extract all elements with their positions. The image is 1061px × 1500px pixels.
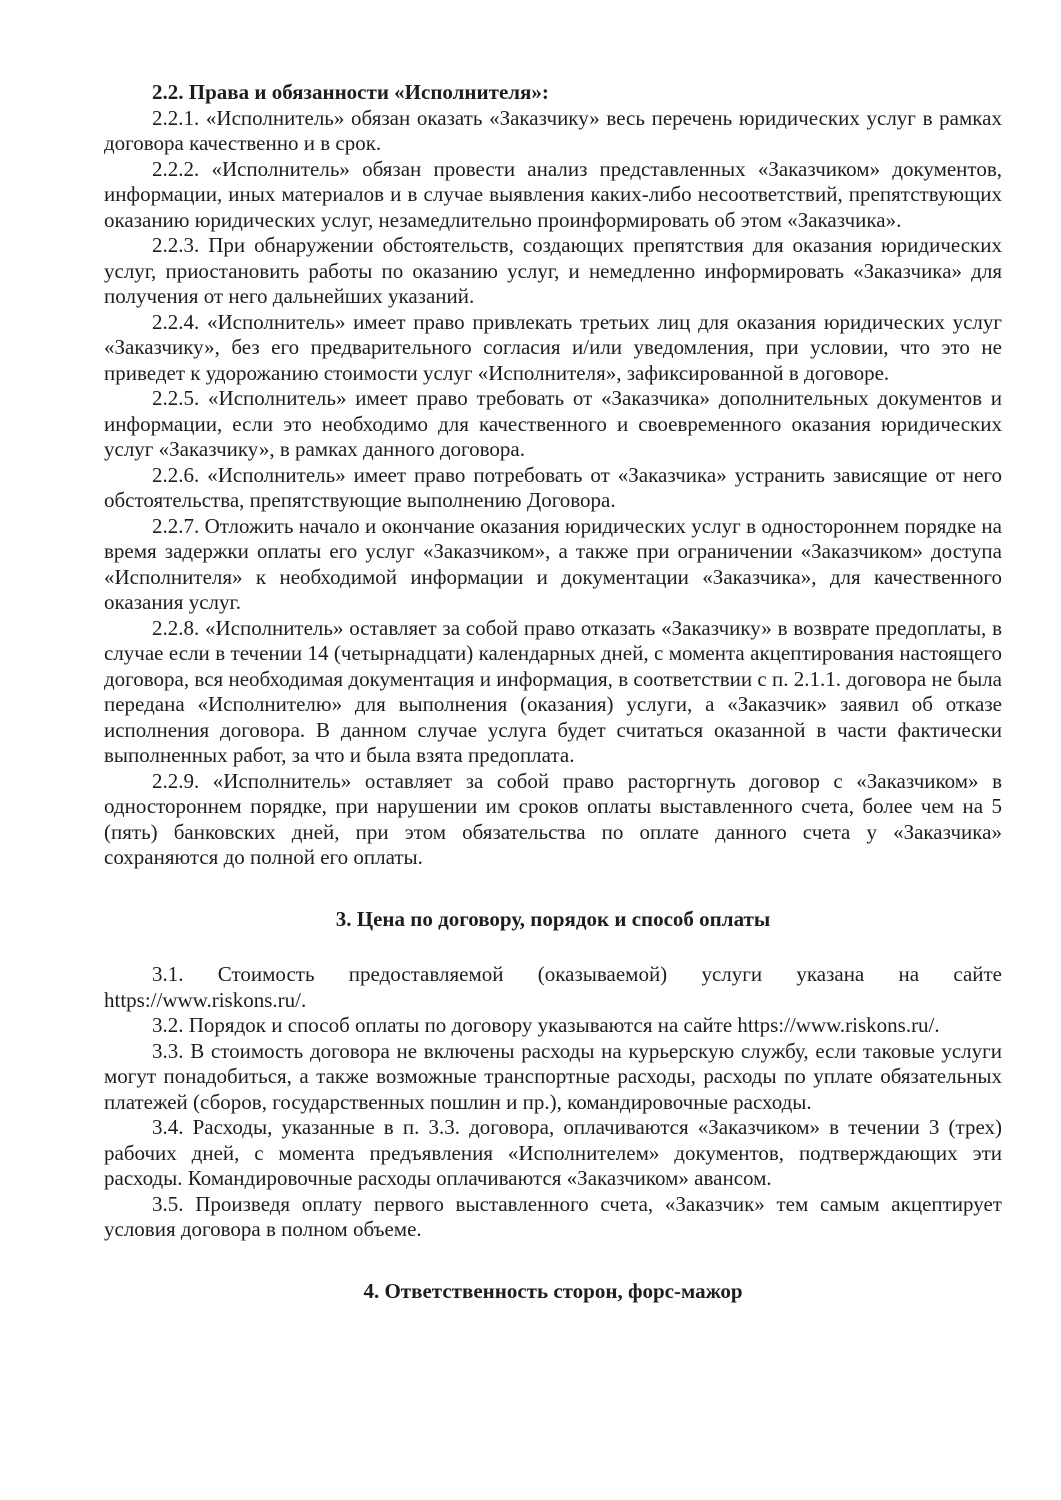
clause-2-2-5: 2.2.5. «Исполнитель» имеет право требовать от «Заказчика» дополнительных документов и информации, если это необходимо для качественного и своевременного оказания юридических услуг «Заказчику», в рамках данного договора.: [104, 386, 1002, 461]
clause-2-2-4: 2.2.4. «Исполнитель» имеет право привлекать третьих лиц для оказания юридических услуг «Заказчику», без его предварительного согласия и/или уведомления, при условии, что это не приведет к удорожанию стоимости услуг «Исполнителя», зафиксированной в договоре.: [104, 309, 1002, 385]
clause-2-2-6: 2.2.6. «Исполнитель» имеет право потребовать от «Заказчика» устранить зависящие от него обстоятельства, препятствующие выполнению Договора.: [104, 462, 1002, 512]
clause-3-5: 3.5. Произведя оплату первого выставленного счета, «Заказчик» тем самым акцептирует условия договора в полном объеме.: [104, 1191, 1002, 1241]
section-heading-4: 4. Ответственность сторон, форс-мажор: [363, 1278, 743, 1303]
section-heading-2-2: 2.2. Права и обязанности «Исполнителя»:: [152, 80, 549, 104]
clause-2-2-7: 2.2.7. Отложить начало и окончание оказания юридических услуг в одностороннем порядке на время задержки оплаты его услуг «Заказчиком», а также при ограничении «Заказчиком» доступа «Исполнителя» к необходимой информации и документации «Заказчика», для качественного оказания услуг.: [104, 513, 1002, 614]
clause-2-2-1: 2.2.1. «Исполнитель» обязан оказать «Заказчику» весь перечень юридических услуг в рамках договора качественно и в срок.: [104, 105, 1002, 155]
clause-3-4: 3.4. Расходы, указанные в п. 3.3. договора, оплачиваются «Заказчиком» в течении 3 (трех) рабочих дней, с момента предъявления «Исполнителем» документов, подтверждающих эти расходы. Командировочные расходы оплачиваются «Заказчиком» авансом.: [104, 1115, 1002, 1190]
clause-2-2-3: 2.2.3. При обнаружении обстоятельств, создающих препятствия для оказания юридических услуг, приостановить работы по оказанию услуг, и немедленно информировать «Заказчика» для получения от него дальнейших указаний.: [104, 233, 1002, 308]
clause-2-2-9: 2.2.9. «Исполнитель» оставляет за собой право расторгнуть договор с «Заказчиком» в одностороннем порядке, при нарушении им сроков оплаты выставленного счета, более чем на 5 (пять) банковских дней, при этом обязательства по оплате данного счета у «Заказчика» сохраняются до полной его оплаты.: [104, 768, 1002, 869]
clause-3-3: 3.3. В стоимость договора не включены расходы на курьерскую службу, если таковые услуги могут понадобиться, а также возможные транспортные расходы, расходы по уплате обязательных платежей (сборов, государственных пошлин и пр.), командировочные расходы.: [104, 1038, 1002, 1114]
section-heading-3: 3. Цена по договору, порядок и способ оплаты: [335, 906, 771, 931]
clause-2-2-2: 2.2.2. «Исполнитель» обязан провести анализ представленных «Заказчиком» документов, информации, иных материалов и в случае выявления каких-либо несоответствий, препятствующих оказанию юридических услуг, незамедлительно проинформировать об этом «Заказчика».: [104, 156, 1002, 232]
clause-3-1: 3.1. Стоимость предоставляемой (оказываемой) услуги указана на сайте https://www.riskons.ru/.: [104, 962, 1002, 1012]
clause-2-2-8: 2.2.8. «Исполнитель» оставляет за собой право отказать «Заказчику» в возврате предоплаты, в случае если в течении 14 (четырнадцати) календарных дней, с момента акцептирования настоящего договора, вся необходимая документация и информация, в соответствии с п. 2.1.1. договора не была передана «Исполнителю» для выполнения (оказания) услуги, а «Заказчик» заявил об отказе исполнения договора. В данном случае услуга будет считаться оказанной в части фактически выполненных работ, за что и была взята предоплата.: [104, 615, 1002, 767]
clause-3-2: 3.2. Порядок и способ оплаты по договору указываются на сайте https://www.riskons.ru/.: [152, 1013, 940, 1037]
